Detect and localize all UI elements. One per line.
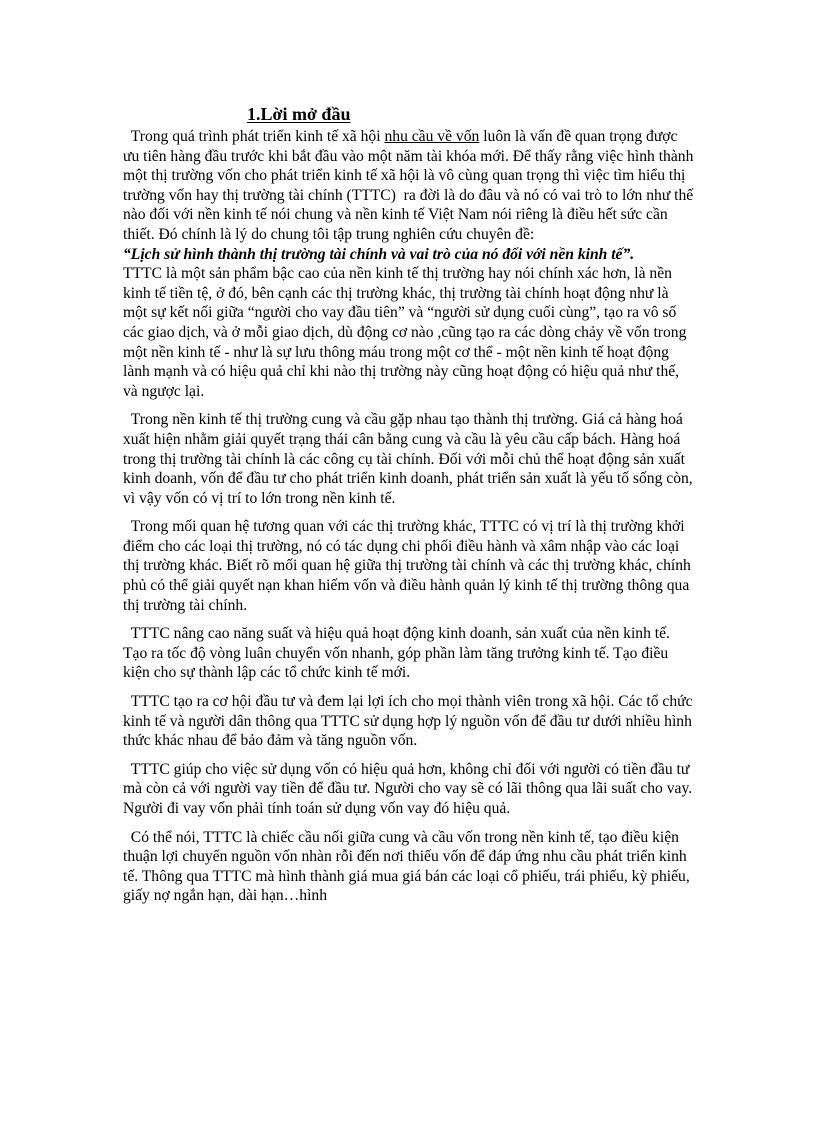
intro-underlined-phrase: nhu cầu về vốn <box>384 128 480 145</box>
intro-paragraph <box>123 127 698 245</box>
body-paragraph-6: TTTC giúp cho việc sử dụng vốn có hiệu quả hơn, không chỉ đối với người có tiền đầu tư mà còn cả với người vay tiền để đầu tư. Người cho vay sẽ có lãi thông qua lãi suất cho vay. Người đi vay vốn phải tính toán sử dụng vốn vay đó hiệu quả. <box>123 760 697 817</box>
body-paragraph-2: Trong nền kinh tế thị trường cung và cầu gặp nhau tạo thành thị trường. Giá cả hàng hoá xuất hiện nhằm giải quyết trạng thái cân bằng cung và cầu là yêu cầu cấp bách. Hàng hoá trong thị trường tài chính là các công cụ tài chính. Đối với mỗi chủ thể hoạt động sản xuất kinh doanh, vốn để đầu tư cho phát triển kinh doanh, phát triển sản xuất là yếu tố sống còn, vì vậy vốn có vị trí to lớn trong nền kinh tế. <box>123 411 697 507</box>
document-title: 1.Lời mở đầu <box>247 104 351 124</box>
research-topic: “Lịch sử hình thành thị trường tài chính và vai trò của nó đối với nền kinh tế”. <box>123 245 635 263</box>
intro-text-after: luôn là vấn đề quan trọng được ưu tiên hàng đầu trước khi bắt đầu vào một năm tài khóa mới. Để thấy rằng việc hình thành một thị trường vốn cho phát triển kinh tế xã hội là vô cùng quan trọng thì việc tìm hiểu thị trường vốn hay thị trường tài chính (TTTC) ra đời là do đâu và nó có vai trò to lớn như thế nào đối với nền kinh tế nói chung và nền kinh tế Việt Nam nói riêng là điều hết sức cần thiết. Đó chính là lý do chung tôi tập trung nghiên cứu chuyên đề: <box>123 128 698 243</box>
body-paragraph-3: Trong mối quan hệ tương quan với các thị trường khác, TTTC có vị trí là thị trường khởi điểm cho các loại thị trường, nó có tác dụng chi phối điều hành và xâm nhập vào các loại thị trường khác. Biết rõ mối quan hệ giữa thị trường tài chính và các thị trường khác, chính phủ có thể giải quyết nạn khan hiếm vốn và điều hành quản lý kinh tế thị trường thông qua thị trường tài chính. <box>123 518 695 614</box>
body-paragraph-5: TTTC tạo ra cơ hội đầu tư và đem lại lợi ích cho mọi thành viên trong xã hội. Các tổ chức kinh tế và người dân thông qua TTTC sử dụng hợp lý nguồn vốn để đầu tư dưới nhiều hình thức khác nhau để bảo đảm và tăng nguồn vốn. <box>123 693 697 750</box>
intro-text-before: Trong quá trình phát triển kinh tế xã hội <box>123 128 385 145</box>
body-paragraph-4: TTTC nâng cao năng suất và hiệu quả hoạt động kinh doanh, sản xuất của nền kinh tế. Tạo ra tốc độ vòng luân chuyển vốn nhanh, góp phần làm tăng trưởng kinh tế. Tạo điều kiện cho sự thành lập các tổ chức kinh tế mới. <box>123 625 674 682</box>
document-page <box>123 101 698 906</box>
body-paragraph-7: Có thể nói, TTTC là chiếc cầu nối giữa cung và cầu vốn trong nền kinh tế, tạo điều kiện thuận lợi chuyển nguồn vốn nhàn rỗi đến nơi thiếu vốn để đáp ứng nhu cầu phát triển kinh tế. Thông qua TTTC mà hình thành giá mua giá bán các loại cổ phiếu, trái phiếu, kỳ phiếu, giấy nợ ngắn hạn, dài hạn…hình <box>123 828 694 905</box>
body-paragraph-1: TTTC là một sản phẩm bậc cao của nền kinh tế thị trường hay nói chính xác hơn, là nền kinh tế tiền tệ, ở đó, bên cạnh các thị trường khác, thị trường tài chính hoạt động như là một sự kết nối giữa “người cho vay đầu tiên” và “người sử dụng cuối cùng”, tạo ra vô số các giao dịch, và ở mỗi giao dịch, dù động cơ nào ,cũng tạo ra các dòng chảy về vốn trong một nền kinh tế - như là sự lưu thông máu trong một cơ thể - một nền kinh tế hoạt động lành mạnh và có hiệu quả chỉ khi nào thị trường này cũng hoạt động có hiệu quả như thế, và ngược lại. <box>123 265 691 400</box>
